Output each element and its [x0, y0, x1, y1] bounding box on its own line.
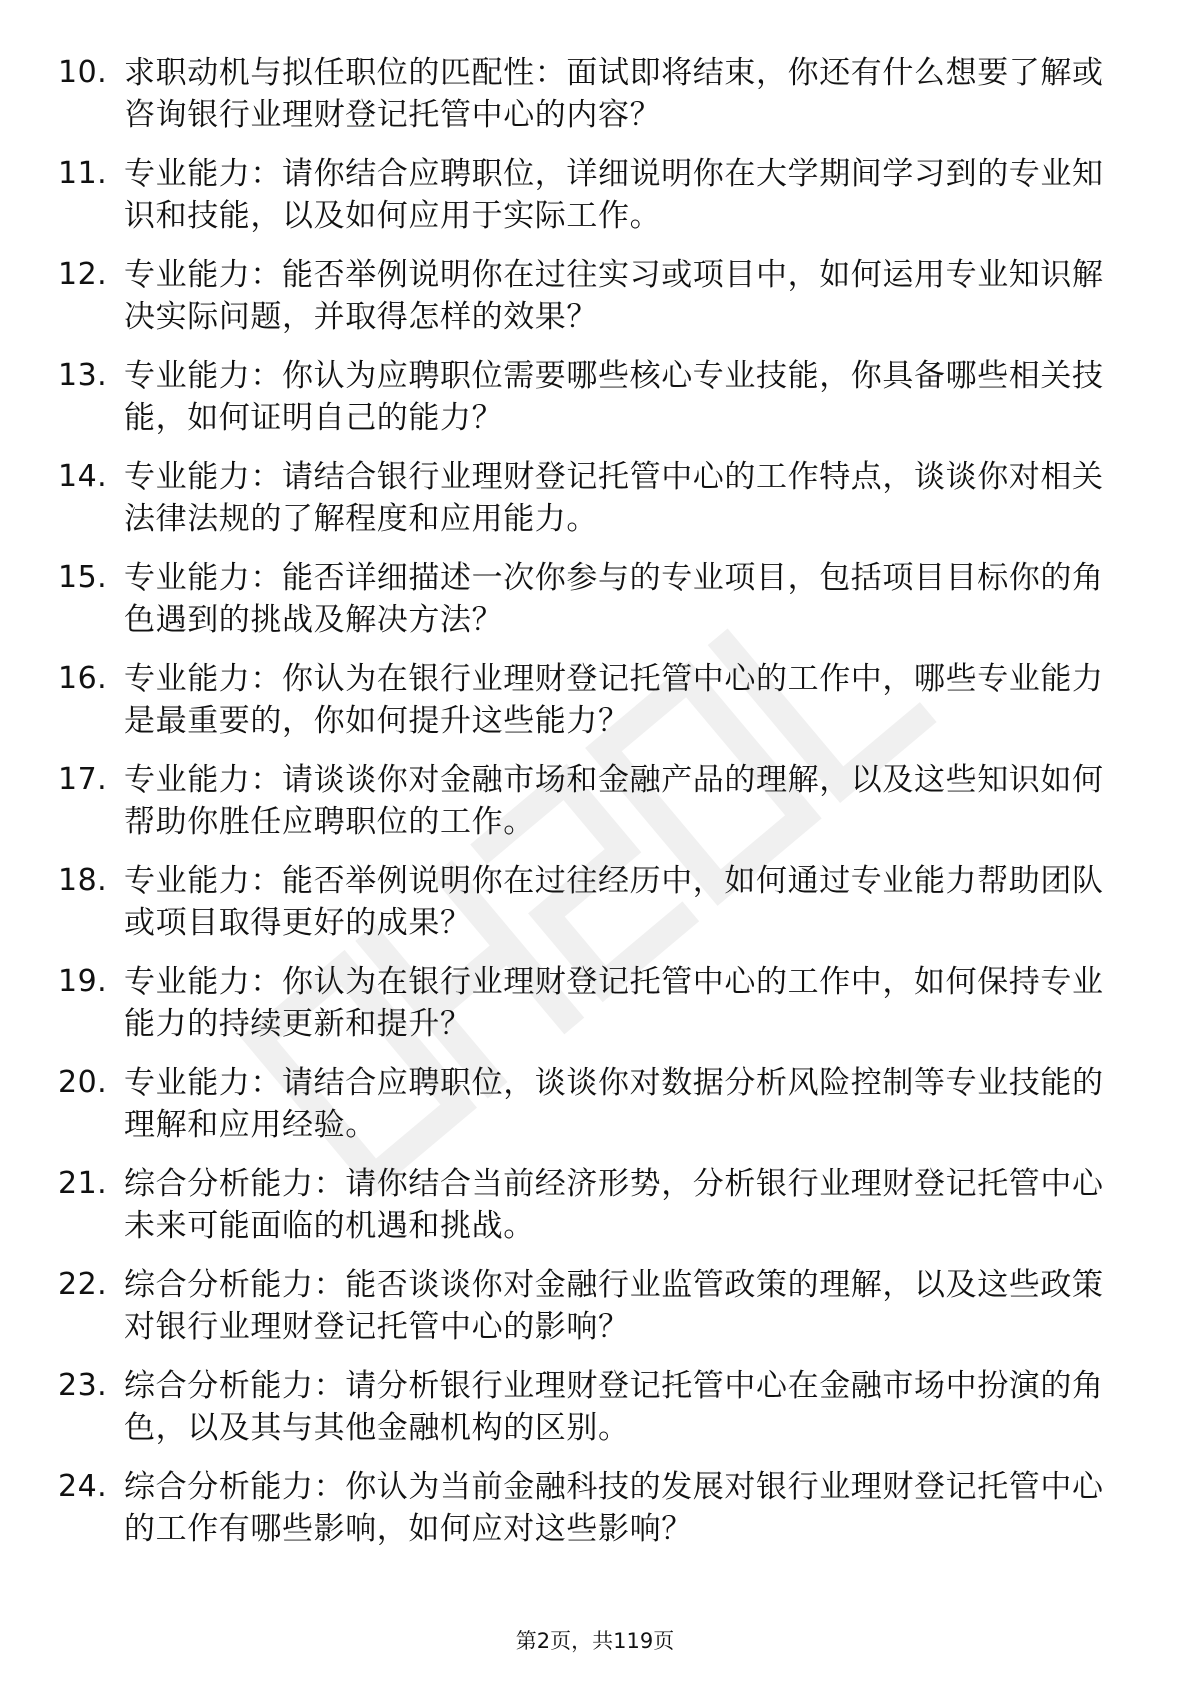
list-item [58, 860, 1118, 944]
question-number: 12. [58, 257, 108, 292]
question-text: 专业能力：请结合银行业理财登记托管中心的工作特点，谈谈你对相关法律法规的了解程度和应用能力。 [124, 459, 1104, 537]
question-text: 专业能力：你认为在银行业理财登记托管中心的工作中，如何保持专业能力的持续更新和提升？ [124, 964, 1104, 1042]
question-text: 综合分析能力：请你结合当前经济形势，分析银行业理财登记托管中心未来可能面临的机遇和挑战。 [124, 1166, 1104, 1244]
question-text: 专业能力：你认为在银行业理财登记托管中心的工作中，哪些专业能力是最重要的，你如何提升这些能力？ [124, 661, 1104, 739]
list-item [58, 254, 1118, 338]
question-text: 专业能力：请结合应聘职位，谈谈你对数据分析风险控制等专业技能的理解和应用经验。 [124, 1065, 1104, 1143]
question-text: 专业能力：能否举例说明你在过往实习或项目中，如何运用专业知识解决实际问题，并取得怎样的效果？ [124, 257, 1104, 335]
question-number: 24. [58, 1469, 108, 1504]
question-number: 11. [58, 156, 108, 191]
list-item [58, 456, 1118, 540]
list-item [58, 1466, 1118, 1550]
list-item [58, 1264, 1118, 1348]
question-number: 17. [58, 762, 108, 797]
list-item [58, 153, 1118, 237]
question-text: 专业能力：你认为应聘职位需要哪些核心专业技能，你具备哪些相关技能，如何证明自己的能力？ [124, 358, 1104, 436]
list-item [58, 52, 1118, 136]
question-text: 专业能力：能否举例说明你在过往经历中，如何通过专业能力帮助团队或项目取得更好的成果？ [124, 863, 1104, 941]
question-text: 求职动机与拟任职位的匹配性：面试即将结束，你还有什么想要了解或咨询银行业理财登记托管中心的内容？ [124, 55, 1104, 133]
question-number: 10. [58, 55, 108, 90]
question-number: 20. [58, 1065, 108, 1100]
question-number: 21. [58, 1166, 108, 1201]
list-item [58, 355, 1118, 439]
question-text: 综合分析能力：能否谈谈你对金融行业监管政策的理解，以及这些政策对银行业理财登记托管中心的影响？ [124, 1267, 1104, 1345]
question-number: 16. [58, 661, 108, 696]
question-number: 13. [58, 358, 108, 393]
question-text: 综合分析能力：你认为当前金融科技的发展对银行业理财登记托管中心的工作有哪些影响，如何应对这些影响？ [124, 1469, 1104, 1547]
question-number: 15. [58, 560, 108, 595]
list-item [58, 1062, 1118, 1146]
question-number: 19. [58, 964, 108, 999]
question-number: 14. [58, 459, 108, 494]
list-item [58, 557, 1118, 641]
question-number: 23. [58, 1368, 108, 1403]
question-text: 专业能力：请谈谈你对金融市场和金融产品的理解，以及这些知识如何帮助你胜任应聘职位的工作。 [124, 762, 1104, 840]
question-text: 专业能力：能否详细描述一次你参与的专业项目，包括项目目标你的角色遇到的挑战及解决方法？ [124, 560, 1104, 638]
question-text: 综合分析能力：请分析银行业理财登记托管中心在金融市场中扮演的角色，以及其与其他金融机构的区别。 [124, 1368, 1104, 1446]
list-item [58, 1163, 1118, 1247]
list-item [58, 658, 1118, 742]
question-number: 22. [58, 1267, 108, 1302]
list-item [58, 759, 1118, 843]
question-number: 18. [58, 863, 108, 898]
page-number-footer: 第2页，共119页 [515, 1629, 675, 1653]
question-text: 专业能力：请你结合应聘职位，详细说明你在大学期间学习到的专业知识和技能，以及如何应用于实际工作。 [124, 156, 1104, 234]
question-list [58, 52, 1118, 1567]
list-item [58, 1365, 1118, 1449]
list-item [58, 961, 1118, 1045]
